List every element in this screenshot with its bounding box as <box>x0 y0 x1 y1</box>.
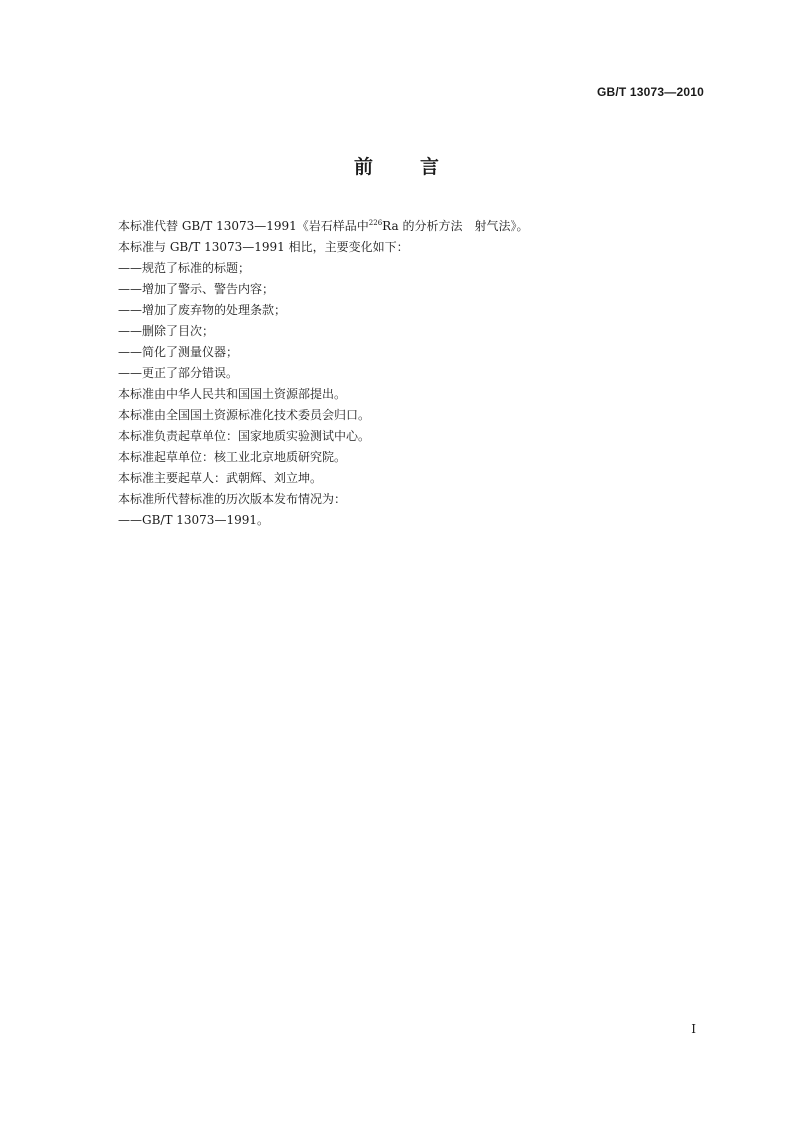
paragraph-proposed-by: 本标准由中华人民共和国国土资源部提出。 <box>118 387 347 401</box>
paragraph-main-drafters: 本标准主要起草人：武朝辉、刘立坤。 <box>118 471 323 485</box>
paragraph-replaces-post: Ra 的分析方法 射气法》。 <box>382 219 529 233</box>
title-char-2: 言 <box>420 156 441 178</box>
list-item: ——规范了标准的标题； <box>118 261 251 275</box>
paragraph-changes-intro: 本标准与 GB/T 13073—1991 相比，主要变化如下： <box>118 240 409 254</box>
paragraph-replaces-pre: 本标准代替 GB/T 13073—1991《岩石样品中 <box>118 219 369 233</box>
isotope-mass-number: 226 <box>368 219 383 227</box>
paragraph-replaces <box>118 216 698 237</box>
standard-code: GB/T 13073—2010 <box>596 85 704 99</box>
paragraph-drafting-unit: 本标准起草单位：核工业北京地质研究院。 <box>118 450 347 464</box>
list-item: ——增加了警示、警告内容； <box>118 282 275 296</box>
paragraph-responsible-drafter: 本标准负责起草单位：国家地质实验测试中心。 <box>118 429 371 443</box>
list-item: ——增加了废弃物的处理条款； <box>118 303 287 317</box>
list-item: ——更正了部分错误。 <box>118 366 239 380</box>
page-number: I <box>691 1022 696 1036</box>
page-title <box>0 152 794 179</box>
paragraph-centralized-by: 本标准由全国国土资源标准化技术委员会归口。 <box>118 408 371 422</box>
list-item: ——GB/T 13073—1991。 <box>118 513 269 527</box>
preface-body <box>118 216 698 531</box>
list-item: ——简化了测量仪器； <box>118 345 239 359</box>
list-item: ——删除了目次； <box>118 324 215 338</box>
paragraph-edition-history: 本标准所代替标准的历次版本发布情况为： <box>118 492 347 506</box>
title-char-1: 前 <box>353 156 374 178</box>
